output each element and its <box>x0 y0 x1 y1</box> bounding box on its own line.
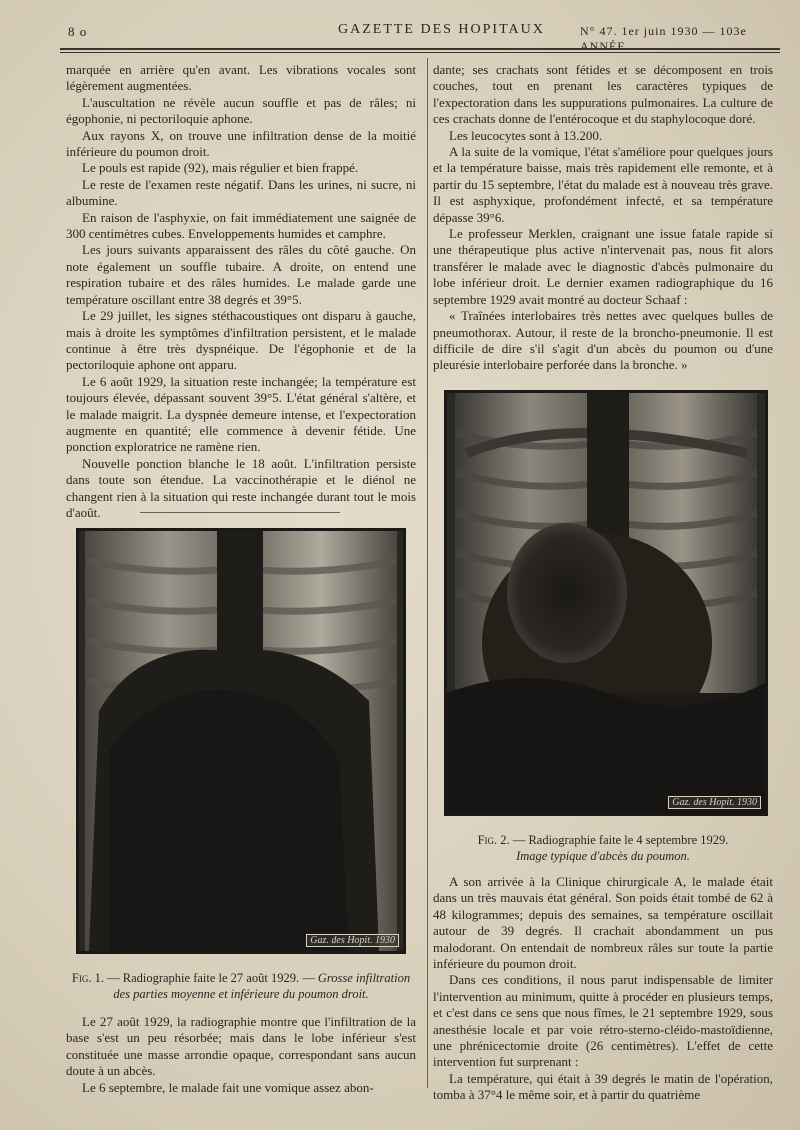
caption-italic: Grosse infiltration des parties moyenne et inférieure du poumon droit. <box>113 971 411 1001</box>
caption-label: Fig. 1. — <box>71 971 120 985</box>
image-stamp: Gaz. des Hopit. 1930 <box>668 796 761 809</box>
paragraph: Le pouls est rapide (92), mais régulier et bien frappé. <box>82 160 359 176</box>
paragraph: marquée en arrière qu'en avant. Les vibrations vocales sont légèrement augmentées. <box>66 62 416 94</box>
journal-title: GAZETTE DES HOPITAUX <box>338 22 545 37</box>
radiograph-image <box>79 531 403 951</box>
paragraph: Le 27 août 1929, la radiographie montre que l'infiltration de la base s'est un peu résorbée; mais dans le lobe inférieur s'est constituée une masse arrondie opaque, correspondant sans aucun doute à un abcès. <box>66 1014 416 1079</box>
paragraph: En raison de l'asphyxie, on fait immédiatement une saignée de 300 centimètres cubes. Enveloppements humides et camphre. <box>66 209 416 242</box>
right-column-bottom <box>433 874 773 1104</box>
left-column-top <box>66 62 416 521</box>
page-header <box>60 20 780 53</box>
figure-1-caption <box>66 970 416 1002</box>
radiograph-figure-1 <box>76 528 406 954</box>
paragraph: A la suite de la vomique, l'état s'améliore pour quelques jours et la température baisse, mais très rapidement elle remonte, et à partir du 15 septembre, l'état du malade est à nouveau très grave. Il est asphyxique, profondément infecté, et sa température dépasse 39°6. <box>433 144 773 225</box>
paragraph: Le professeur Merklen, craignant une issue fatale rapide si une thérapeutique plus active n'intervenait pas, nous fit alors transférer le malade avec le diagnostic d'abcès pulmonaire du lobe inférieur droit. Le dernier examen radiographique du 16 septembre 1929 avait montré au docteur Schaaf : <box>433 226 773 307</box>
page-number: 8 o <box>68 24 88 39</box>
paragraph: La température, qui était à 39 degrés le matin de l'opération, tomba à 37°4 le même soir, et à partir du quatrième <box>433 1070 773 1103</box>
paragraph: Nouvelle ponction blanche le 18 août. L'infiltration persiste dans toute son étendue. La vaccinothérapie et le diénol ne changent rien à la situation qui reste inchangée durant tout le mois d'août. <box>66 455 416 520</box>
caption-italic: Image typique d'abcès du poumon. <box>516 849 690 863</box>
paragraph: Le 6 septembre, le malade fait une vomique assez abon- <box>82 1079 374 1095</box>
paragraph: L'auscultation ne révèle aucun souffle et pas de râles; ni égophonie, ni pectoriloquie aphone. <box>66 94 416 127</box>
paragraph: Le reste de l'examen reste négatif. Dans les urines, ni sucre, ni albumine. <box>66 176 416 209</box>
figure-2-caption <box>433 832 773 864</box>
paragraph: Dans ces conditions, il nous parut indispensable de limiter l'intervention au minimum, quitte à procéder en plusieurs temps, et c'est dans ce sens que nous fîmes, le 21 septembre 1929, sous anesthésie locale et par voie rétro-sterno-cléido-mastoïdienne, une phrénicectomie droite (26 centimètres). L'effet de cette intervention fut surprenant : <box>433 972 773 1070</box>
paragraph: Le 29 juillet, les signes stéthacoustiques ont disparu à gauche, mais à droite les symptômes d'infiltration persistent, et le malade continue à être très dyspnéique. De l'égophonie et de la pectoriloquie aphone ont apparu. <box>66 308 416 373</box>
caption-label: Fig. 2. — <box>477 833 526 847</box>
paragraph: dante; ses crachats sont fétides et se décomposent en trois couches, tout en prenant les caractères typiques de l'expectoration dans les suppurations pulmonaires. La culture de ces crachats donne de l'entérocoque et du staphylocoque doré. <box>433 62 773 127</box>
paragraph: A son arrivée à la Clinique chirurgicale A, le malade était dans un très mauvais état général. Son poids était tombé de 62 à 48 kilogrammes; depuis des semaines, sa température oscillait autour de 39 degrés. Il crachait abondamment un pus malodorant. On entendait de nombreux râles sur toute la partie inférieure du poumon droit. <box>433 874 773 972</box>
paragraph: « Traînées interlobaires très nettes avec quelques bulles de pneumothorax. Autour, il reste de la broncho-pneumonie. Il est difficile de dire s'il s'agit d'un abcès du poumon ou d'une pleurésie interlobaire perforée dans la bronche. » <box>433 308 773 373</box>
paragraph: Les jours suivants apparaissent des râles du côté gauche. On note également un souffle tubaire. A droite, on entend une respiration tubaire et des râles humides. Le malade garde une température oscillant entre 38 degrés et 39°5. <box>66 242 416 307</box>
radiograph-figure-2 <box>444 390 768 816</box>
header-rule <box>60 48 780 50</box>
image-stamp: Gaz. des Hopit. 1930 <box>306 934 399 947</box>
column-divider <box>427 58 428 1088</box>
paragraph: Les leucocytes sont à 13.200. <box>449 127 603 143</box>
section-rule <box>140 512 340 513</box>
caption-text: Radiographie faite le 4 septembre 1929. <box>528 833 729 847</box>
paragraph: Le 6 août 1929, la situation reste inchangée; la température est toujours élevée, dépassant souvent 39°5. L'état général s'altère, et le malade maigrit. La dyspnée demeure intense, et l'expectoration augmente en quantité; elle commence à devenir fétide. Une ponction exploratrice ne ramène rien. <box>66 373 416 455</box>
right-column-top <box>433 62 773 374</box>
header-rule-thin <box>60 52 780 53</box>
issue-info: N° 47. 1er juin 1930 — 103e ANNÉE <box>580 24 747 53</box>
radiograph-image <box>447 393 765 813</box>
paragraph: Aux rayons X, on trouve une infiltration dense de la moitié inférieure du poumon droit. <box>66 127 416 160</box>
caption-text: Radiographie faite le 27 août 1929. — <box>122 971 315 985</box>
left-column-bottom <box>66 1014 416 1096</box>
